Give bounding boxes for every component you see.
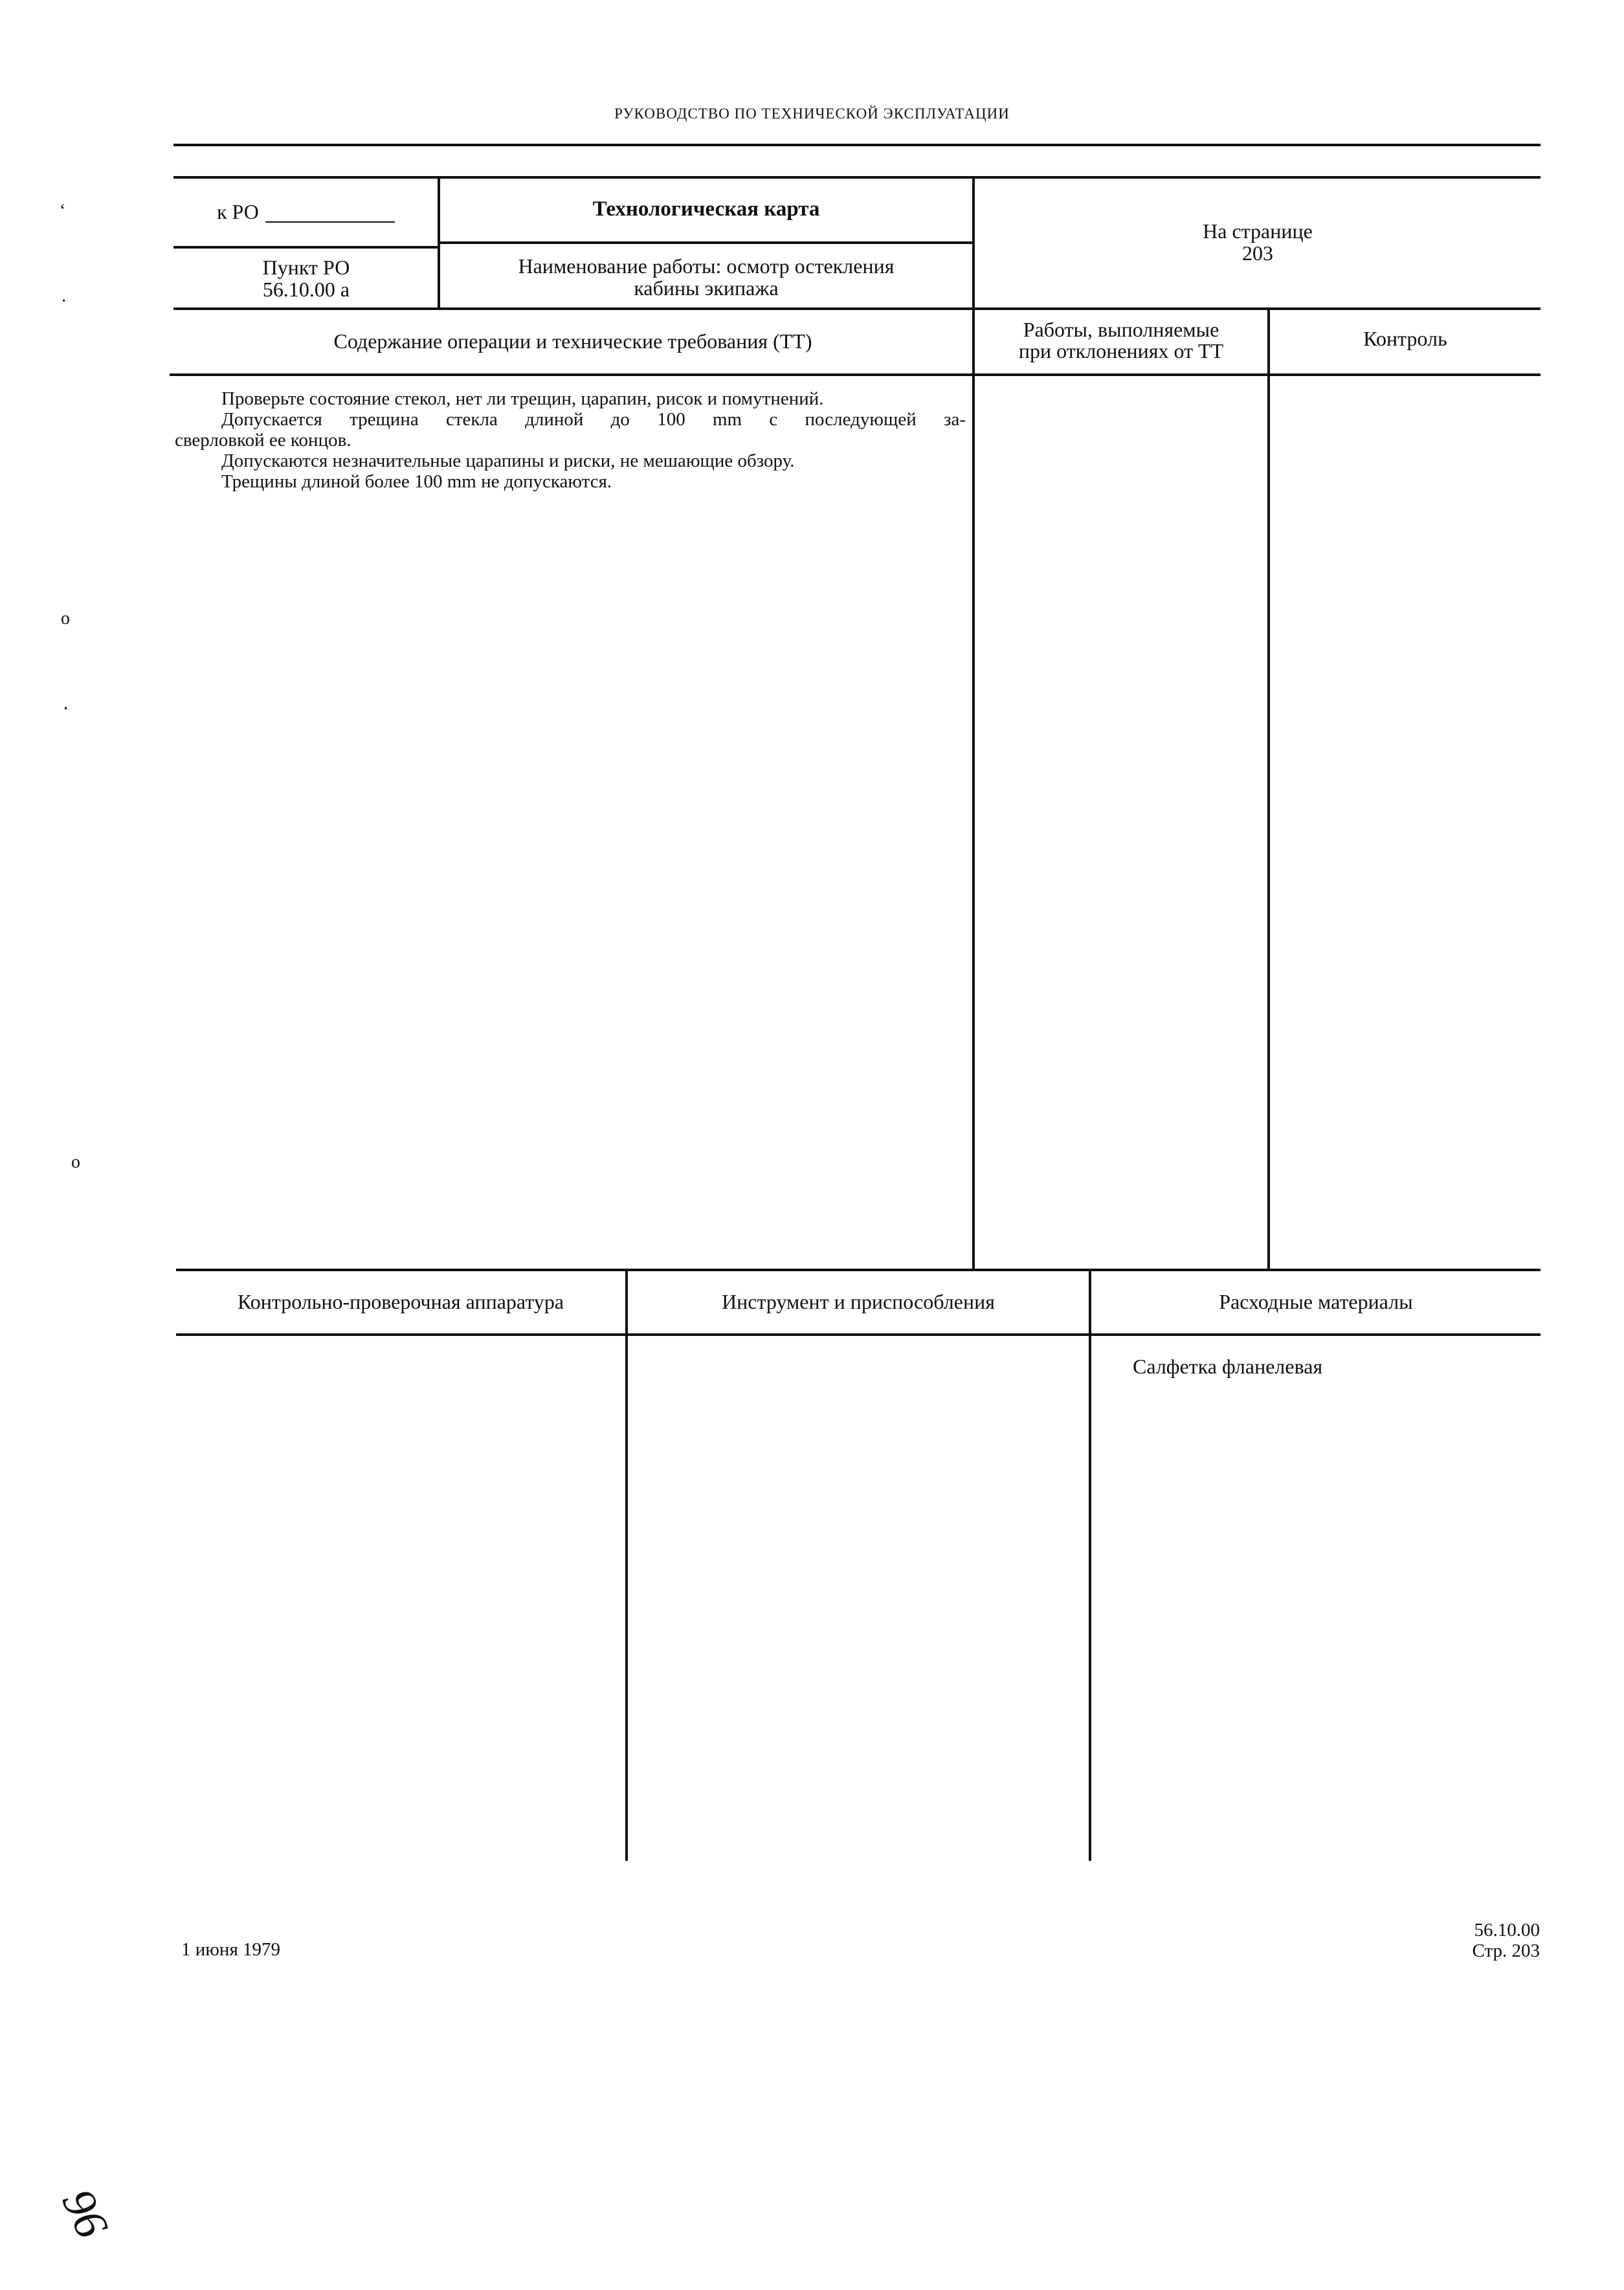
on-page-number: 203: [1242, 241, 1273, 265]
ref-blank-line: [265, 221, 395, 223]
materials-header: Расходные материалы: [1219, 1290, 1413, 1313]
item-label: Пункт РО: [262, 256, 350, 279]
handwritten-number: 96: [52, 2183, 119, 2247]
col-header-content: Содержание операции и технические требования (ТТ): [333, 329, 812, 353]
lower-divider-1: [625, 1269, 628, 1861]
on-page-label: На странице: [1203, 219, 1313, 243]
col-header-deviation-line1: Работы, выполняемые: [1023, 318, 1219, 341]
instruction-1: Проверьте состояние стекол, нет ли трещин, царапин, рисок и помутнений.: [221, 388, 824, 409]
footer-date: 1 июня 1979: [181, 1939, 281, 1960]
margin-mark: о: [71, 1152, 80, 1172]
tools-header: Инструмент и приспособления: [722, 1290, 995, 1313]
margin-mark: ·: [61, 291, 67, 311]
card-mid-rule: [438, 241, 973, 244]
card-top-rule: [173, 176, 1541, 179]
ref-label: к РО: [217, 200, 259, 223]
running-title: РУКОВОДСТВО ПО ТЕХНИЧЕСКОЙ ЭКСПЛУАТАЦИИ: [614, 106, 1010, 122]
column-header-bottom-rule: [170, 373, 1541, 376]
work-name-line1: Наименование работы: осмотр остекления: [518, 254, 895, 278]
margin-mark: ‘: [60, 201, 66, 221]
item-number: 56.10.00 а: [262, 278, 350, 301]
instruction-4: Допускаются незначительные царапины и риски, не мешающие обзору.: [221, 450, 795, 471]
card-bottom-rule: [173, 307, 1541, 310]
margin-mark: о: [61, 608, 70, 628]
footer-page: Стр. 203: [1472, 1940, 1540, 1961]
margin-mark: ٠: [61, 698, 71, 718]
card-mid-rule-left: [173, 246, 439, 249]
col-divider-control: [1267, 307, 1270, 1270]
header-top-rule: [173, 144, 1541, 146]
material-item: Салфетка фланелевая: [1133, 1355, 1323, 1378]
equipment-header: Контрольно-проверочная аппаратура: [237, 1290, 564, 1313]
work-name-line2: кабины экипажа: [634, 276, 779, 300]
lower-divider-2: [1089, 1269, 1091, 1861]
card-title: Технологическая карта: [592, 197, 820, 221]
footer-section: 56.10.00: [1474, 1920, 1540, 1940]
instruction-3: сверловкой ее концов.: [175, 430, 351, 450]
instruction-5: Трещины длиной более 100 mm не допускаются.: [221, 471, 612, 492]
instruction-2: Допускается трещина стекла длиной до 100 mm с последующей за-: [221, 409, 966, 430]
col-header-control: Контроль: [1363, 327, 1447, 350]
lower-table-top-rule: [176, 1269, 1541, 1271]
col-header-deviation-line2: при отклонениях от ТТ: [1018, 339, 1224, 362]
lower-header-bottom-rule: [176, 1333, 1541, 1336]
